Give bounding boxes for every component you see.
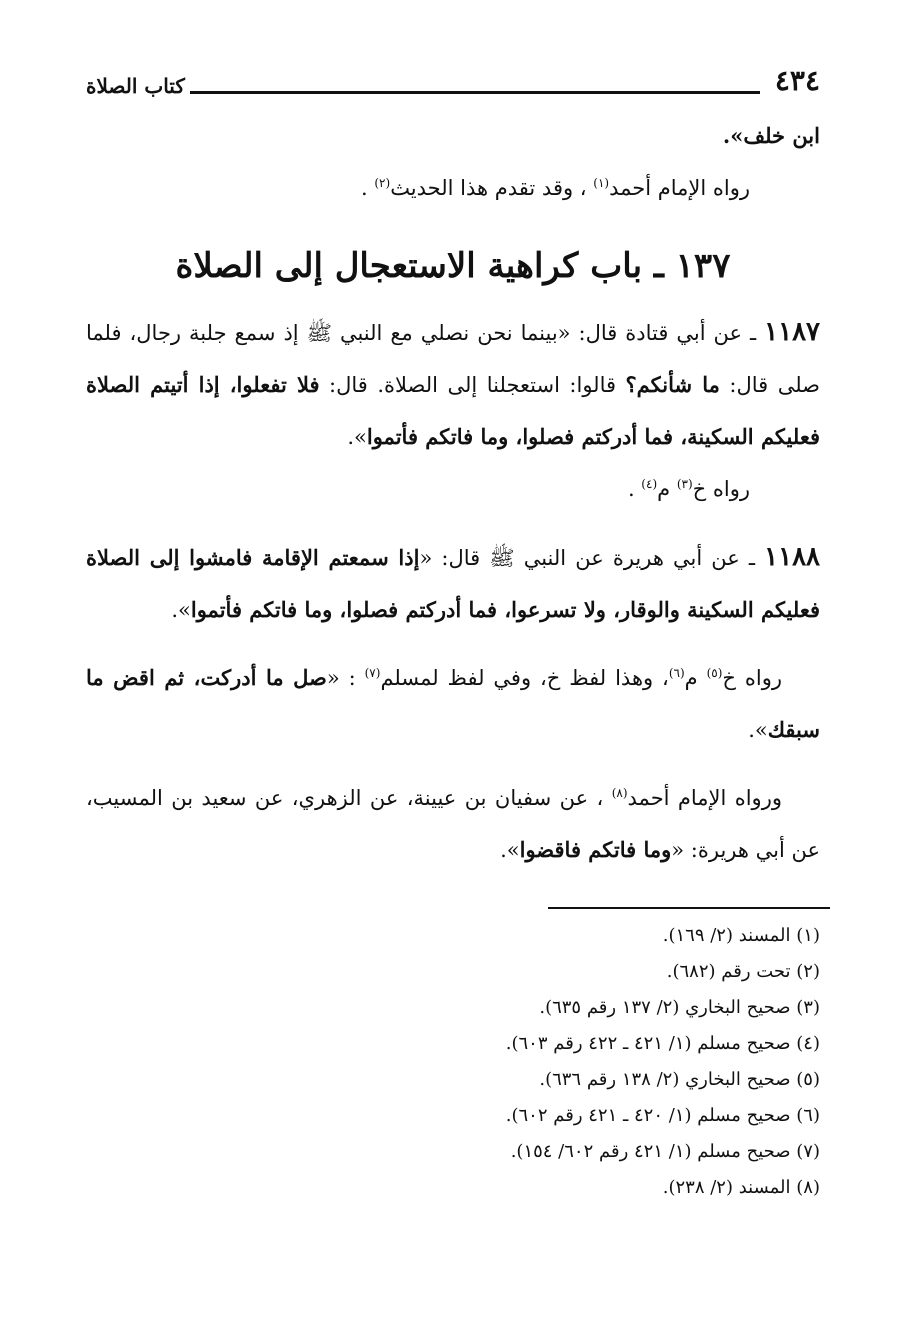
footnote-ref: (٤) — [641, 477, 658, 491]
footnote-ref: (١) — [593, 176, 610, 190]
footnote: (٤) صحيح مسلم (١/ ٤٢١ ـ ٤٢٢ رقم ٦٠٣). — [505, 1033, 820, 1054]
footnotes — [86, 918, 820, 1206]
footnote-ref: (٨) — [611, 786, 628, 800]
footnote-ref: (٣) — [676, 477, 693, 491]
footnote-separator — [548, 907, 830, 909]
page-number: ٤٣٤ — [774, 64, 820, 97]
footnote: (٧) صحيح مسلم (١/ ٤٢١ رقم ٦٠٢/ ١٥٤). — [510, 1141, 820, 1162]
continuation-line: ابن خلف». — [722, 123, 820, 148]
footnote: (٣) صحيح البخاري (٢/ ١٣٧ رقم ٦٣٥). — [539, 997, 820, 1018]
footnote-ref: (٢) — [374, 176, 391, 190]
footnote-ref: (٥) — [706, 666, 723, 680]
header-rule — [190, 91, 760, 94]
hadith-number: ١١٨٧ — [764, 317, 820, 347]
footnote: (٦) صحيح مسلم (١/ ٤٢٠ ـ ٤٢١ رقم ٦٠٢). — [505, 1105, 820, 1126]
footnote-ref: (٧) — [364, 666, 381, 680]
narration-line: رواه الإمام أحمد$^{(١)}$ ، وقد تقدم هذا الحديث$^{(٢)}$ . — [361, 176, 750, 200]
narration-paragraph: رواه خ$^{(٥)}$ م$^{(٦)}$، وهذا لفظ خ، وفي لفظ لمسلم$^{(٧)}$ : «صل ما أدركت، ثم اقض ما سبقك». — [86, 665, 820, 742]
main-text — [86, 110, 820, 876]
footnote: (١) المسند (٢/ ١٦٩). — [662, 925, 820, 946]
footnote: (٨) المسند (٢/ ٢٣٨). — [662, 1177, 820, 1198]
footnote: (٥) صحيح البخاري (٢/ ١٣٨ رقم ٦٣٦). — [539, 1069, 820, 1090]
chapter-heading: ١٣٧ ـ باب كراهية الاستعجال إلى الصلاة — [175, 246, 731, 286]
page-header — [86, 64, 820, 104]
running-title: كتاب الصلاة — [86, 74, 185, 98]
hadith-1188: ١١٨٨ ـ عن أبي هريرة عن النبي ﷺ قال: «إذا سمعتم الإقامة فامشوا إلى الصلاة فعليكم السكينة والوقار، ولا تسرعوا، فما أدركتم فصلوا، وما فاتكم فأتموا». — [86, 542, 821, 622]
hadith-number: ١١٨٨ — [764, 542, 821, 572]
narration-line: رواه خ$^{(٣)}$ م$^{(٤)}$ . — [627, 477, 750, 501]
footnote: (٢) تحت رقم (٦٨٢). — [666, 961, 820, 982]
narration-paragraph: ورواه الإمام أحمد$^{(٨)}$ ، عن سفيان بن عيينة، عن الزهري، عن سعيد بن المسيب، عن أبي هريرة: «وما فاتكم فاقضوا». — [86, 786, 820, 862]
hadith-1187: ١١٨٧ ـ عن أبي قتادة قال: «بينما نحن نصلي مع النبي ﷺ إذ سمع جلبة رجال، فلما صلى قال: ما شأنكم؟ قالوا: استعجلنا إلى الصلاة. قال: فلا تفعلوا، إذا أتيتم الصلاة فعليكم السكينة، فما أدركتم فصلوا، وما فاتكم فأتموا». — [86, 317, 820, 449]
footnote-ref: (٦) — [668, 666, 685, 680]
